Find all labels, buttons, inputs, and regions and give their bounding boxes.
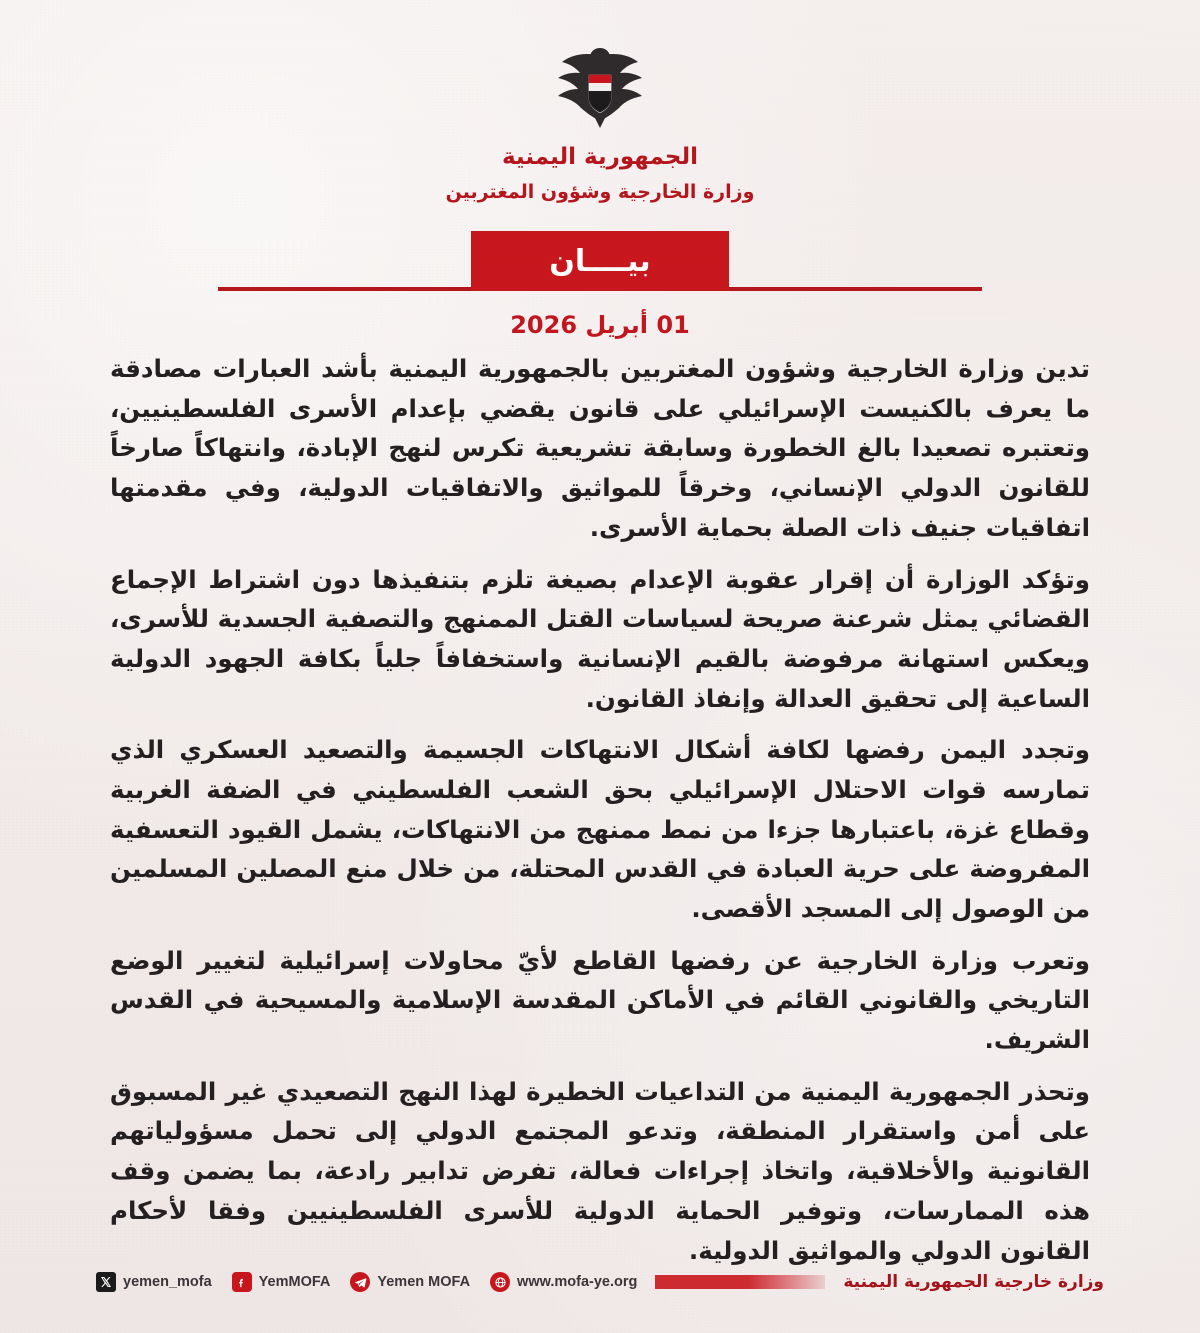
yemen-eagle-emblem-icon [548,42,652,134]
social-link-website[interactable] [490,1272,637,1292]
statement-body [110,349,1090,1270]
document-title-chip [471,231,729,291]
statement-paragraph: وتعرب وزارة الخارجية عن رفضها القاطع لأيّ محاولات إسرائيلية لتغيير الوضع التاريخي والقانوني القائم في الأماكن المقدسة الإسلامية والمسيحية في القدس الشريف. [110,945,1090,1055]
statement-paragraph: وتؤكد الوزارة أن إقرار عقوبة الإعدام بصيغة تلزم بتنفيذها دون اشتراط الإجماع القضائي يمثل شرعنة صريحة لسياسات القتل الممنهج والتصفية الجسدية للأسرى، ويعكس استهانة مرفوضة بالقيم الإنسانية واستخفافاً جلياً بكافة الجهود الدولية الساعية إلى تحقيق العدالة وإنفاذ القانون. [110,564,1090,713]
title-band [0,231,1200,289]
social-handle-facebook: YemMOFA [258,1274,331,1290]
social-link-facebook[interactable] [232,1272,331,1292]
telegram-icon [350,1272,370,1292]
social-links [96,1272,637,1292]
x-twitter-icon [96,1272,116,1292]
footer-accent-bar [655,1275,825,1289]
social-handle-x: yemen_mofa [123,1274,212,1290]
social-handle-telegram: Yemen MOFA [377,1274,471,1290]
document-header [0,0,1200,207]
social-handle-website: www.mofa-ye.org [517,1274,638,1290]
statement-paragraph: وتجدد اليمن رفضها لكافة أشكال الانتهاكات الجسيمة والتصعيد العسكري الذي تمارسه قوات الاحتلال الإسرائيلي بحق الشعب الفلسطيني في الضفة الغربية وقطاع غزة، باعتبارها جزءا من نمط ممنهج من الانتهاكات، يشمل القيود التعسفية المفروضة على حرية العبادة في القدس المحتلة، من خلال منع المصلين المسلمين من الوصول إلى المسجد الأقصى. [110,735,1090,924]
footer-ministry-name: وزارة خارجية الجمهورية اليمنية [843,1272,1104,1292]
page-title: بيــــان [549,243,651,279]
footer-bar [96,1265,1104,1299]
statement-paragraph: تدين وزارة الخارجية وشؤون المغتربين بالجمهورية اليمنية بأشد العبارات مصادقة ما يعرف بالكنيست الإسرائيلي على قانون يقضي بإعدام الأسرى الفلسطينيين، وتعتبره تصعيدا بالغ الخطورة وسابقة تشريعية تكرس لنهج الإبادة، وانتهاكاً صارخاً للقانون الدولي الإنساني، وخرقاً للمواثيق والاتفاقيات الدولية، وفي مقدمتها اتفاقيات جنيف ذات الصلة بحماية الأسرى. [110,354,1090,542]
document-date: 01 أبريل 2026 [510,311,690,340]
globe-icon [490,1272,510,1292]
social-link-telegram[interactable] [350,1272,470,1292]
document-footer [0,1241,1200,1333]
facebook-icon [232,1272,252,1292]
ministry-name-line1: الجمهورية اليمنية [501,144,698,170]
ministry-heading [0,140,1200,207]
statement-paragraph: وتحذر الجمهورية اليمنية من التداعيات الخطيرة لهذا النهج التصعيدي غير المسبوق على أمن واستقرار المنطقة، وتدعو المجتمع الدولي إلى تحمل مسؤولياتهم القانونية والأخلاقية، واتخاذ إجراءات فعالة، تفرض تدابير رادعة، بما يضمن وقف هذه الممارسات، وتوفير الحماية الدولية للأسرى الفلسطينيين وفقا لأحكام القانون الدولي والمواثيق الدولية. [110,1076,1090,1265]
social-link-x[interactable] [96,1272,212,1292]
ministry-name-line2: وزارة الخارجية وشؤون المغتربين [445,180,755,203]
